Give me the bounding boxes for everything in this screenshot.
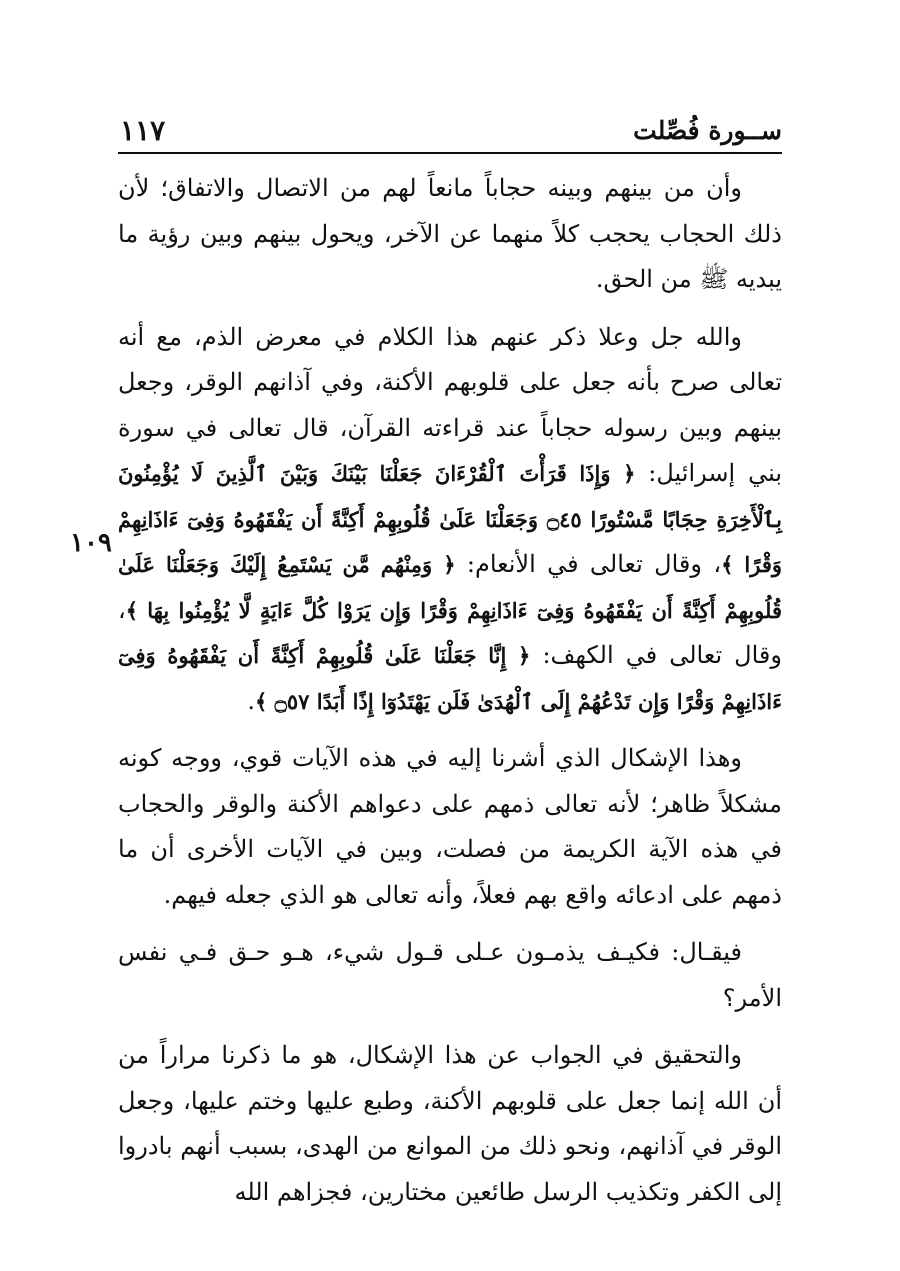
paragraph-1: وأن من بينهم وبينه حجاباً مانعاً لهم من الاتصال والاتفاق؛ لأن ذلك الحجاب يحجب كلاً منهما عن الآخر، ويحول بينهم وبين رؤية ما يبديه ﷺ من الحق. [118, 174, 782, 293]
paragraph-2-end: . [247, 686, 255, 715]
paragraph-2-mid-1: ، وقال تعالى في الأنعام: [466, 550, 722, 578]
page-number: ١١٧ [120, 114, 166, 147]
page-header [118, 112, 782, 154]
sura-title: ســورة فُصِّلت [633, 116, 782, 145]
paragraph-3: وهذا الإشكال الذي أشرنا إليه في هذه الآيات قوي، ووجه كونه مشكلاً ظاهر؛ لأنه تعالى ذمهم على دعواهم الأكنة والوقر والحجاب في هذه الآية الكريمة من فصلت، وبين في الآيات الأخرى أن ما ذمهم على ادعائه واقع بهم فعلاً، وأنه تعالى هو الذي جعله فيهم. [118, 744, 782, 909]
quran-verse-kahf: ﴿ إِنَّا جَعَلْنَا عَلَىٰ قُلُوبِهِمْ أَكِنَّةً أَن يَفْقَهُوهُ وَفِىٓ ءَاذَانِهِمْ وَقْرًا وَإِن تَدْعُهُمْ إِلَى ٱلْهُدَىٰ فَلَن يَهْتَدُوٓا إِذًا أَبَدًا ۝٥٧ ﴾ [118, 643, 782, 714]
quran-verse-anam: ﴿ وَمِنْهُم مَّن يَسْتَمِعُ إِلَيْكَ وَجَعَلْنَا عَلَىٰ قُلُوبِهِمْ أَكِنَّةً أَن يَفْقَهُوهُ وَفِىٓ ءَاذَانِهِمْ وَقْرًا وَإِن يَرَوْا كُلَّ ءَايَةٍ لَّا يُؤْمِنُوا بِهَا ﴾ [118, 552, 782, 623]
paragraph-5: والتحقيق في الجواب عن هذا الإشكال، هو ما ذكرنا مراراً من أن الله إنما جعل على قلوبهم الأكنة، وطبع عليها وختم عليها، وجعل الوقر في آذانهم، ونحو ذلك من الموانع من الهدى، بسبب أنهم بادروا إلى الكفر وتكذيب الرسل طائعين مختارين، فجزاهم الله [118, 1041, 782, 1206]
margin-reference-number: ١٠٩ [70, 528, 112, 558]
paragraph-2-mid-2: ، وقال تعالى في الكهف: [118, 595, 782, 669]
paragraph-4: فيقـال: فكيـف يذمـون عـلى قـول شيء، هـو حـق فـي نفس الأمر؟ [118, 938, 782, 1012]
quran-verse-isra: ﴿ وَإِذَا قَرَأْتَ ٱلْقُرْءَانَ جَعَلْنَا بَيْنَكَ وَبَيْنَ ٱلَّذِينَ لَا يُؤْمِنُونَ بِٱلْأَخِرَةِ حِجَابًا مَّسْتُورًا ۝٤٥ وَجَعَلْنَا عَلَىٰ قُلُوبِهِمْ أَكِنَّةً أَن يَفْقَهُوهُ وَفِىٓ ءَاذَانِهِمْ وَقْرًا ﴾ [118, 461, 783, 577]
paragraph-2-intro: والله جل وعلا ذكر عنهم هذا الكلام في معرض الذم، مع أنه تعالى صرح بأنه جعل على قلوبهم الأكنة، وفي آذانهم الوقر، وجعل بينهم وبين رسوله حجاباً عند قراءته القرآن، قال تعالى في سورة بني إسرائيل: [118, 322, 782, 487]
paragraph-2 [118, 315, 782, 725]
body-text [118, 166, 782, 1227]
